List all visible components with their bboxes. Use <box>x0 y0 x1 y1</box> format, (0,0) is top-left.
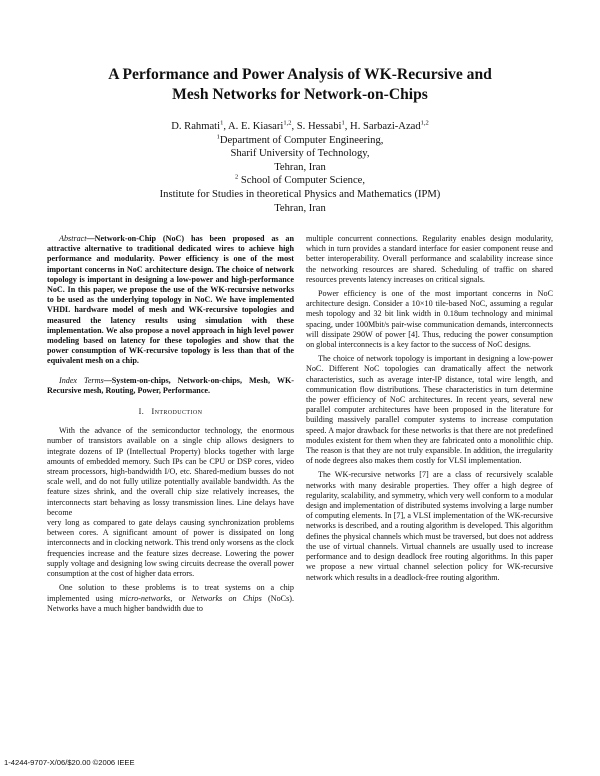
intro-p2-end: (NoCs). Networks have a much higher bandwidth due to <box>47 593 294 613</box>
body-paragraph: The choice of network topology is important in designing a low-power NoC. Different NoC topologies can dramatically affect the network characteristics, such as average inter-IP distance, total wire length, and communication flow distributions. These characteristics in turn determine the power efficiency of NoC architectures. In recent years, several new parallel computer architectures have been proposed in the literature for building massively parallel computer systems to increase computation speed. A major drawback for these networks is that there are not predefined modules existent for them when they are fabricated onto a monolithic chip. The reason is that they are not truly expansible. In addition, the irregularity of node degrees also makes them costly for VLSI implementation. <box>306 354 553 466</box>
affiliation-text: Department of Computer Engineering, <box>219 134 384 146</box>
author-block <box>60 120 540 215</box>
index-terms-text: —System-on-chips, Network-on-chips, Mesh, WK-Recursive mesh, Routing, Power, Performance. <box>47 375 294 395</box>
index-terms-paragraph <box>47 376 294 396</box>
intro-paragraph-1: With the advance of the semiconductor technology, the enormous number of transistors available on a single chip allows designers to integrate dozens of IP (Intellectual Property) blocks together with large amounts of embedded memory. Such IPs can be CPU or DSP cores, video stream processors, high-bandwidth I/O, etc. Shared-medium busses do not scale well, and do not fully utilize potentially available bandwidth. As the feature sizes shrink, and the overall chip size relatively increases, the interconnects start behaving as lossy transmission lines. Line delays have become <box>47 426 294 517</box>
affiliation-line <box>60 134 540 148</box>
section-heading <box>47 407 294 417</box>
index-terms-lead: Index Terms <box>59 375 104 385</box>
author-affiliation-mark: 1 <box>341 119 345 127</box>
affiliation-mark: 1 <box>216 133 220 141</box>
body-paragraph: multiple concurrent connections. Regularity enables design modularity, which in turn provides a standard interface for easier component reuse and better interoperability. Overall performance and scalability increase since the networking resources are shared. Scheduling of traffic on shared resources prevents latency increases on critical signals. <box>306 234 553 284</box>
title-line-2: Mesh Networks for Network-on-Chips <box>172 86 428 103</box>
affiliation-line: Institute for Studies in theoretical Physics and Mathematics (IPM) <box>159 188 441 200</box>
affiliation-line: Tehran, Iran <box>274 202 326 214</box>
author-affiliation-mark: 1,2 <box>420 119 429 127</box>
abstract-text: —Network-on-Chip (NoC) has been proposed as an attractive alternative to traditional dedicated wires to achieve high performance and modularity. Power efficiency is one of the most important concerns in NoC architecture design. The choice of network topology is important in designing a low-power and high-performance NoC. In this paper, we propose the use of the WK-recursive networks to be used as the underlying topology in NoC. We have implemented VHDL hardware model of mesh and WK-recursive topologies and measured the latency results using simulation with these implementation. We also propose a novel approach in high level power modeling based on latency for these topologies and show that the power consumption of WK-recursive topology is less than that of the equivalent mesh on a chip. <box>47 234 294 366</box>
author-name: D. Rahmati <box>171 121 221 132</box>
section-title: Introduction <box>151 407 203 417</box>
body-paragraph: The WK-recursive networks [7] are a class of recursively scalable networks with many desirable properties. They offer a high degree of regularity, scalability, and symmetry, which very well conform to a modular design and implementation of distributed systems involving a large number of computing elements. In [7], a VLSI implementation of the WK-recursive networks is described, and a routing algorithm is developed. This algorithm defines the physical channels which must be traversed, but does not address the use of virtual channels. Virtual channels are usually used to increase performance and to design deadlock free routing algorithms. In this paper we propose a new virtual channel selection policy for WK-recursive network which results in a deadlock-free routing algorithm. <box>306 470 553 582</box>
body-paragraph: Power efficiency is one of the most important concerns in NoC architecture design. Consider a 10×10 tile-based NoC, assuming a regular mesh topology and 32 bit link width in 0.18um technology and minimal spacing, under 100Mbit/s pair-wise communication demands, interconnects will dissipate 290W of power [4]. Thus, reducing the power consumption on global interconnects is a key factor to the success of NoC designs. <box>306 289 553 350</box>
affiliation-text: School of Computer Science, <box>240 175 366 187</box>
abstract-lead: Abstract <box>59 234 87 243</box>
abstract-paragraph <box>47 234 294 367</box>
author-affiliation-mark: 1 <box>220 119 224 127</box>
intro-paragraph-1-continued: very long as compared to gate delays causing synchronization problems between cores. A significant amount of power is dissipated on long interconnects and in clocking network. This trend only worsens as the clock frequencies increase and the feature sizes decrease. Lowering the power supply voltage and designing low swing circuits decrease the overall power consumption at the cost of higher data errors. <box>47 518 294 579</box>
intro-paragraph-2 <box>47 583 294 614</box>
author-affiliation-mark: 1,2 <box>283 119 292 127</box>
copyright-footer: 1-4244-9707-X/06/$20.00 ©2006 IEEE <box>4 758 135 767</box>
author-name: A. E. Kiasari <box>228 121 284 132</box>
left-column <box>47 234 294 614</box>
intro-p2-emphasis: micro-networks <box>119 593 171 603</box>
paper-title <box>60 65 540 105</box>
affiliation-line <box>60 174 540 188</box>
section-number: I. <box>138 407 145 417</box>
title-line-1: A Performance and Power Analysis of WK-Recursive and <box>108 66 492 83</box>
right-column <box>306 234 553 583</box>
affiliation-line: Tehran, Iran <box>274 161 326 173</box>
author-name: H. Sarbazi-Azad <box>350 121 421 132</box>
intro-p2-middle: , or <box>170 593 192 603</box>
author-name: S. Hessabi <box>296 121 342 132</box>
intro-p2-start: One solution to these problems is to treat systems on a chip implemented using <box>47 583 294 603</box>
intro-p2-emphasis: Networks on Chips <box>191 593 262 603</box>
author-list: D. Rahmati$^1$, A. E. Kiasari$^{1,2}$, S. Hessabi$^1$, H. Sarbazi-Azad$^{1,2}$ <box>171 119 429 132</box>
affiliation-mark: 2 <box>234 173 239 181</box>
affiliation-line: Sharif University of Technology, <box>230 148 370 160</box>
